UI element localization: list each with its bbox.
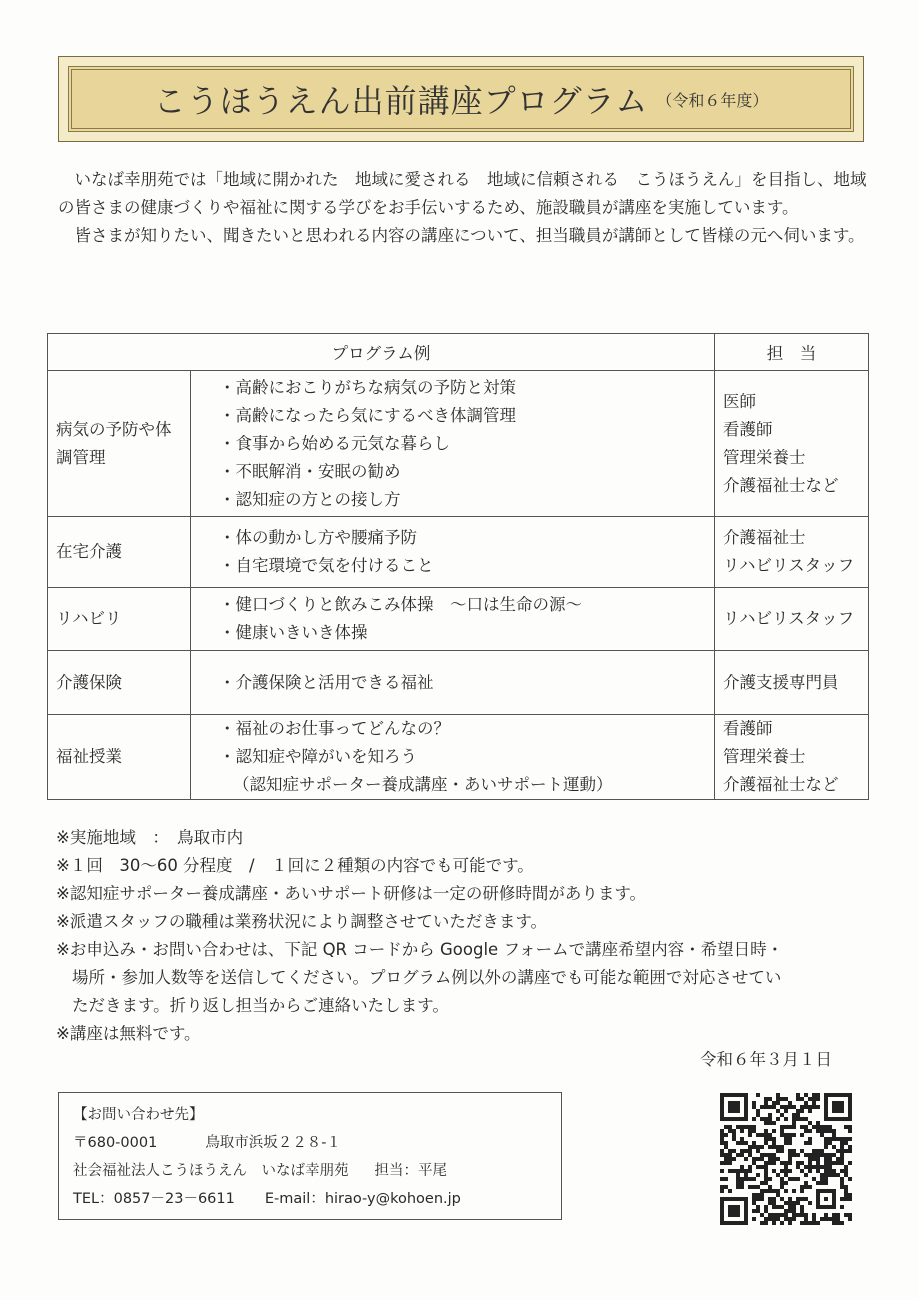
program-item: ・食事から始める元気な暮らし [219,433,450,453]
staff-item: リハビリスタッフ [723,556,855,575]
items-cell [191,588,715,651]
note-item: ※１回 30～60 分程度 / １回に２種類の内容でも可能です。 [56,856,534,875]
organization: 社会福祉法人こうほうえん いなば幸朋苑 [73,1163,349,1179]
contact-phone-row [73,1185,547,1213]
program-item: ・健康いきいき体操 [219,623,368,642]
items-cell [191,517,715,588]
staff-item: 介護福祉士など [723,775,839,794]
program-table [47,333,869,800]
table-row [48,517,869,588]
intro-paragraph-1: いなば幸朋苑では「地域に開かれた 地域に愛される 地域に信頼される こうほうえん」を目指し、地域の皆さまの健康づくりや福祉に関する学びをお手伝いするため、施設職員が講座を実施しています。 [58,170,867,217]
program-item: ・介護保険と活用できる福祉 [219,672,434,692]
category-cell: リハビリ [48,588,191,651]
staff-item: 介護福祉士 [723,528,806,547]
staff-cell [715,371,869,517]
program-item: ・体の動かし方や腰痛予防 [219,528,417,547]
page-subtitle: （令和６年度） [656,90,769,110]
email-link[interactable]: E-mail：hirao-y@kohoen.jp [264,1191,461,1207]
category-cell: 福祉授業 [48,715,191,800]
program-item: ・高齢になったら気にするべき体調管理 [219,405,516,425]
table-row [48,651,869,715]
items-cell [191,371,715,517]
staff-cell [715,651,869,715]
page-title: こうほうえん出前講座プログラム [153,82,649,120]
staff-cell [715,517,869,588]
header-program: プログラム例 [48,334,715,371]
staff-item: 介護福祉士など [723,475,839,495]
qr-code-icon[interactable] [720,1093,852,1225]
contact-heading: 【お問い合わせ先】 [73,1107,204,1123]
program-item: ・認知症や障がいを知ろう [219,747,417,766]
phone-number: TEL：0857－23－6611 [73,1191,235,1207]
staff-item: 看護師 [723,419,773,439]
staff-item: 看護師 [723,719,773,738]
staff-item: 介護支援専門員 [723,672,839,692]
program-item: （認知症サポーター養成講座・あいサポート運動） [233,775,613,794]
staff-item: 医師 [723,391,756,411]
staff-item: 管理栄養士 [723,447,806,467]
program-item: ・自宅環境で気を付けること [219,556,434,575]
program-item: ・認知症の方との接し方 [219,489,401,509]
program-item: ・福祉のお仕事ってどんなの？ [219,719,450,738]
address: 鳥取市浜坂２２８-１ [205,1135,342,1151]
header-staff: 担 当 [715,334,869,371]
category-cell: 介護保険 [48,651,191,715]
issue-date: 令和６年３月１日 [700,1050,832,1069]
note-item: ※講座は無料です。 [56,1024,201,1043]
contact-heading-row [73,1101,547,1129]
category-cell: 在宅介護 [48,517,191,588]
note-item: ※お申込み・お問い合わせは、下記 QR コードから Google フォームで講座希望内容・希望日時・ [56,940,784,959]
contact-address-row [73,1129,547,1157]
category-cell: 病気の予防や体調管理 [48,371,191,517]
note-item: ※派遣スタッフの職種は業務状況により調整させていただきます。 [56,912,548,931]
table-row [48,371,869,517]
items-cell [191,715,715,800]
program-item: ・健口づくりと飲みこみ体操 ～口は生命の源～ [219,595,582,614]
notes-list [56,824,868,1048]
staff-cell [715,588,869,651]
intro-paragraph-2: 皆さまが知りたい、聞きたいと思われる内容の講座について、担当職員が講師として皆様の元へ伺います。 [74,226,865,245]
program-item: ・高齢におこりがちな病気の予防と対策 [219,377,516,397]
title-inner [71,69,851,129]
table-header-row [48,334,869,371]
staff-item: リハビリスタッフ [723,609,855,628]
note-item-continued: ただきます。折り返し担当からご連絡いたします。 [72,996,449,1015]
postal-code: 〒680-0001 [73,1135,158,1151]
note-item: ※認知症サポーター養成講座・あいサポート研修は一定の研修時間があります。 [56,884,647,903]
contact-box [58,1092,562,1220]
table-row [48,715,869,800]
title-banner [58,56,864,142]
table-row [48,588,869,651]
items-cell [191,651,715,715]
note-item: ※実施地域 ： 鳥取市内 [56,828,244,847]
contact-person: 担当：平尾 [374,1163,447,1179]
program-item: ・不眠解消・安眠の勧め [219,461,401,481]
staff-item: 管理栄養士 [723,747,806,766]
note-item-continued: 場所・参加人数等を送信してください。プログラム例以外の講座でも可能な範囲で対応させてい [72,968,782,987]
intro-text [58,166,868,250]
contact-org-row [73,1157,547,1185]
staff-cell [715,715,869,800]
